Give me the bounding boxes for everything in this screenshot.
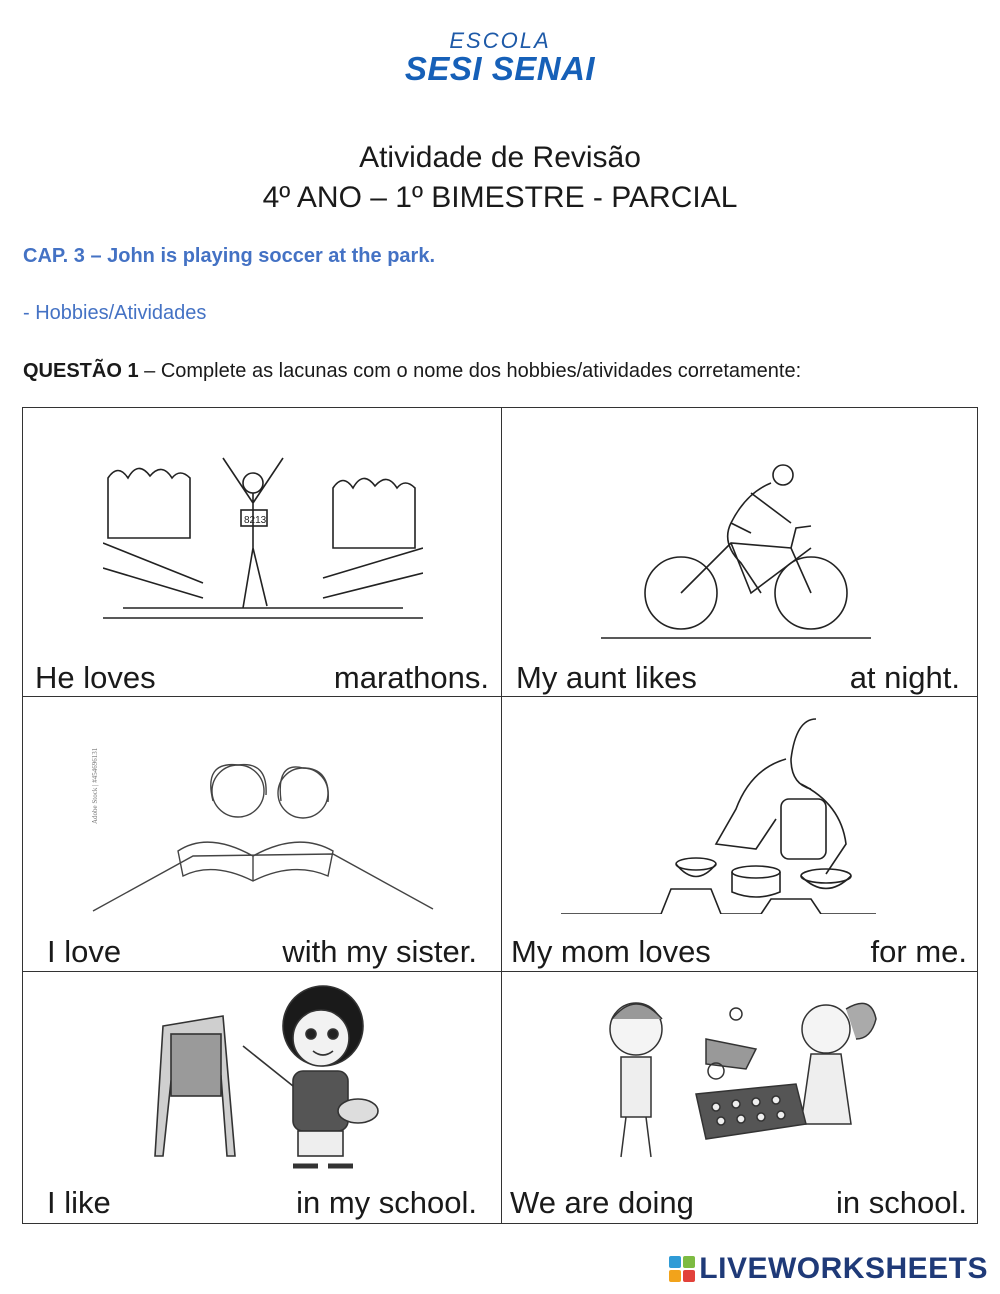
topic-heading: - Hobbies/Atividades: [23, 302, 207, 324]
icon-square-blue: [669, 1256, 681, 1268]
icon-square-orange: [669, 1270, 681, 1282]
logo-brand-text: SESI SENAI: [404, 50, 596, 87]
exercise-cell-2: [501, 408, 977, 696]
liveworksheets-brand: [669, 1252, 988, 1286]
question-text: – Complete as lacunas com o nome dos hobbies/atividades corretamente:: [138, 360, 802, 382]
sentence-end: in my school.: [296, 1185, 477, 1220]
sentence-start: I like: [47, 1185, 111, 1220]
chapter-heading: CAP. 3 – John is playing soccer at the park.: [23, 245, 436, 267]
exercise-cell-5: [23, 971, 501, 1223]
liveworksheets-wordmark: LIVEWORKSHEETS: [699, 1252, 988, 1285]
sentence-end: at night.: [849, 660, 960, 695]
question-instruction: [23, 360, 801, 383]
svg-text:Adobe Stock | #454696131: Adobe Stock | #454696131: [91, 747, 99, 824]
exercise-cell-4: [501, 696, 977, 971]
exercise-cell-3: [23, 696, 501, 971]
marathon-runner-illustration: [103, 448, 423, 628]
sentence-end: marathons.: [333, 660, 489, 695]
sentence-start: We are doing: [510, 1185, 694, 1220]
children-gardening-illustration: [586, 979, 886, 1179]
svg-text:8213: 8213: [244, 515, 267, 526]
page-title: Atividade de Revisão: [359, 141, 641, 174]
woman-cycling-illustration: [601, 453, 881, 643]
boy-painting-illustration: [153, 976, 383, 1176]
page-subtitle: 4º ANO – 1º BIMESTRE - PARCIAL: [262, 181, 738, 214]
question-label: QUESTÃO 1: [23, 360, 139, 382]
image-credit: [85, 736, 105, 826]
logo-escola-text: ESCOLA: [449, 28, 551, 53]
school-logo: [0, 30, 1000, 86]
icon-square-red: [683, 1270, 695, 1282]
exercise-cell-6: [501, 971, 977, 1223]
woman-cooking-illustration: [561, 714, 921, 914]
icon-square-green: [683, 1256, 695, 1268]
sentence-end: with my sister.: [282, 934, 477, 969]
sentence-end: for me.: [870, 934, 967, 969]
exercise-grid: [22, 407, 978, 1224]
sentence-start: My mom loves: [511, 934, 711, 969]
sentence-end: in school.: [836, 1185, 967, 1220]
liveworksheets-icon: [669, 1256, 695, 1282]
sentence-start: My aunt likes: [516, 660, 697, 695]
children-reading-book-illustration: [83, 741, 443, 921]
sentence-start: He loves: [35, 660, 156, 695]
exercise-cell-1: [23, 408, 501, 696]
sentence-start: I love: [47, 934, 122, 969]
